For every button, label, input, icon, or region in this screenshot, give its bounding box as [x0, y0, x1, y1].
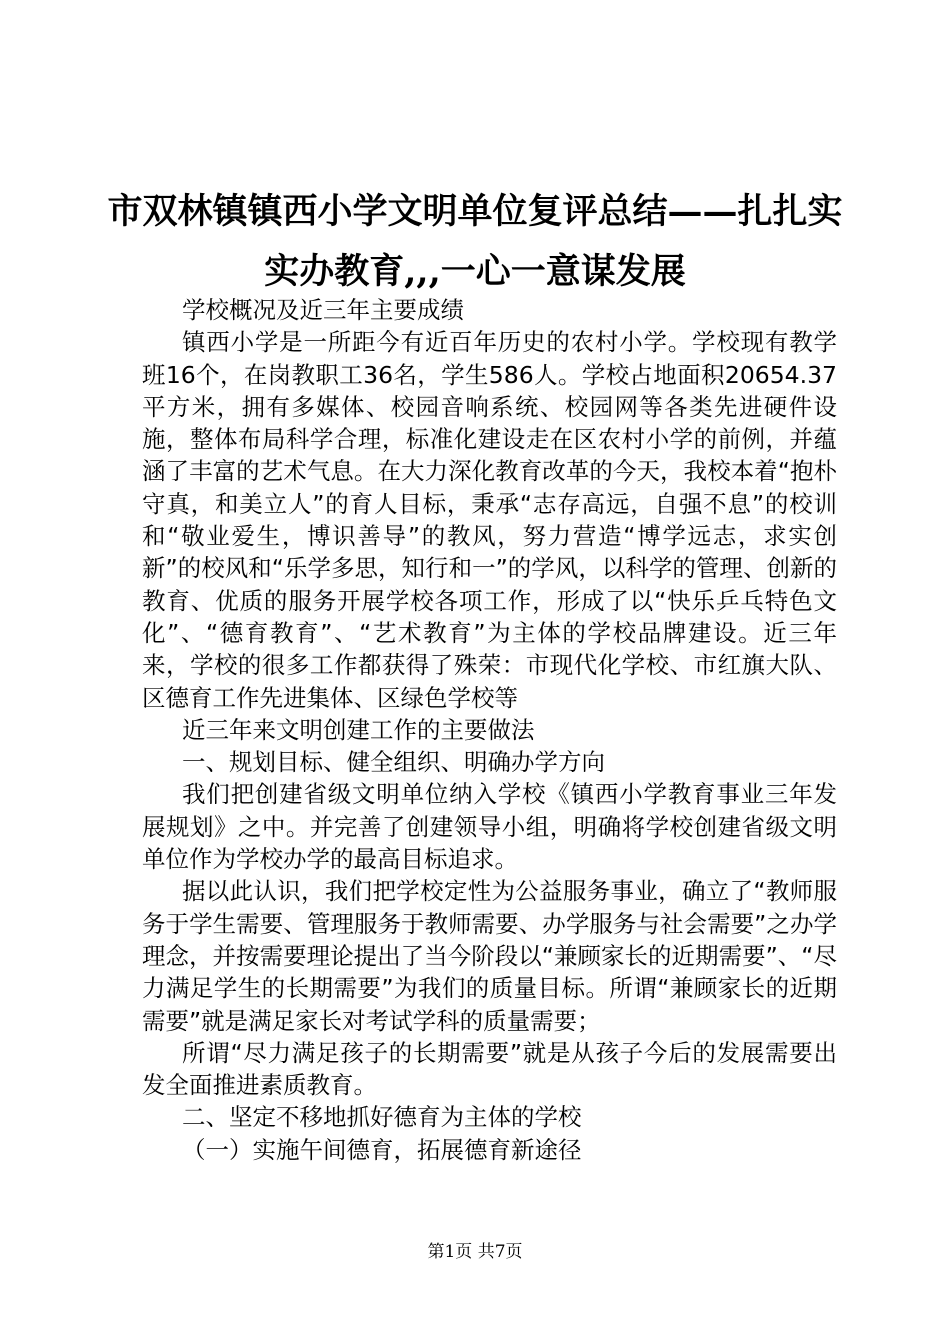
subheading-noon-moral-education: （一）实施午间德育，拓展德育新途径	[182, 1135, 582, 1164]
section-heading-practices: 近三年来文明创建工作的主要做法	[182, 715, 535, 744]
page-number-footer: 第1页 共7页	[427, 1242, 523, 1262]
paragraph-philosophy: 据以此认识，我们把学校定性为公益服务事业，确立了“教师服务于学生需要、管理服务于教师需要、办学服务与社会需要”之办学理念，并按需要理论提出了当今阶段以“兼顾家长的近期需要”、“尽力满足学生的长期需要”为我们的质量目标。所谓“兼顾家长的近期需要”就是满足家长对考试学科的质量需要；	[142, 877, 837, 1035]
section-heading-overview: 学校概况及近三年主要成绩	[182, 296, 464, 324]
subheading-planning: 一、规划目标、健全组织、明确办学方向	[182, 748, 605, 777]
subheading-moral-education: 二、坚定不移地抓好德育为主体的学校	[182, 1103, 582, 1132]
document-body	[142, 294, 837, 1166]
paragraph-school-profile: 镇西小学是一所距今有近百年历史的农村小学。学校现有教学班16个，在岗教职工36名，学生586人。学校占地面积20654.37平方米，拥有多媒体、校园音响系统、校园网等各类先进硬件设施，整体布局科学合理，标准化建设走在区农村小学的前例，并蕴涵了丰富的艺术气息。在大力深化教育改革的今天，我校本着“抱朴守真，和美立人”的育人目标，秉承“志存高远，自强不息”的校训和“敬业爱生，博识善导”的教风，努力营造“博学远志，求实创新”的校风和“乐学多思，知行和一”的学风，以科学的管理、创新的教育、优质的服务开展学校各项工作，形成了以“快乐乒乓特色文化”、“德育教育”、“艺术教育”为主体的学校品牌建设。近三年来，学校的很多工作都获得了殊荣：市现代化学校、市红旗大队、区德育工作先进集体、区绿色学校等	[142, 328, 837, 712]
paragraph-long-term-needs: 所谓“尽力满足孩子的长期需要”就是从孩子今后的发展需要出发全面推进素质教育。	[142, 1038, 837, 1100]
paragraph-planning: 我们把创建省级文明单位纳入学校《镇西小学教育事业三年发展规划》之中。并完善了创建领导小组，明确将学校创建省级文明单位作为学校办学的最高目标追求。	[142, 780, 837, 874]
document-title: 市双林镇镇西小学文明单位复评总结——扎扎实实办教育,,,一心一意谋发展	[107, 191, 843, 292]
